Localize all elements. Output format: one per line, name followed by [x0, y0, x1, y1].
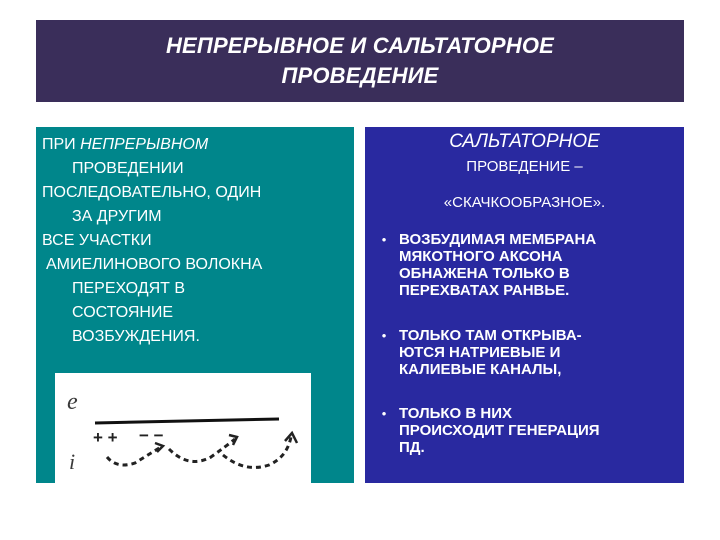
membrane-line: [95, 419, 279, 423]
left-line-7: ПЕРЕХОДЯТ В: [72, 280, 186, 297]
bullet-dot: •: [381, 232, 387, 247]
bullet-item-3: [369, 405, 681, 456]
bullet-1-line-1: ВОЗБУДИМАЯ МЕМБРАНА: [399, 231, 597, 248]
left-line-8: СОСТОЯНИЕ: [72, 304, 174, 321]
left-line-5: ВСЕ УЧАСТКИ: [42, 232, 152, 249]
slide-title: [36, 20, 684, 102]
label-e: e: [67, 389, 78, 415]
plus-charges: + +: [93, 428, 118, 447]
bullet-2-line-3: КАЛИЕВЫЕ КАНАЛЫ,: [399, 361, 562, 378]
left-line-1: [42, 133, 352, 157]
bullet-1-line-4: ПЕРЕХВАТАХ РАНВЬЕ.: [399, 282, 570, 299]
bullet-3-line-1: ТОЛЬКО В НИХ: [399, 405, 512, 422]
bullet-1-line-2: МЯКОТНОГО АКСОНА: [399, 248, 563, 265]
diagram-drawing: [55, 373, 311, 483]
left-line-1-italic: НЕПРЕРЫВНОМ: [80, 136, 209, 153]
bullet-2-line-1: ТОЛЬКО ТАМ ОТКРЫВА-: [399, 327, 582, 344]
bullet-item-1: [369, 231, 681, 299]
bullet-dot: •: [381, 328, 387, 343]
bullet-3-line-3: ПД.: [399, 439, 425, 456]
bullet-3-text: [399, 405, 600, 456]
left-line-1-prefix: ПРИ: [42, 136, 81, 153]
minus-charges: − −: [139, 426, 164, 445]
title-line-1: НЕПРЕРЫВНОЕ И САЛЬТАТОРНОЕ: [165, 33, 555, 58]
bullet-1-line-3: ОБНАЖЕНА ТОЛЬКО В: [399, 265, 570, 282]
bullet-1-text: [399, 231, 596, 299]
bullet-3-line-2: ПРОИСХОДИТ ГЕНЕРАЦИЯ: [399, 422, 600, 439]
saltatory-heading: САЛЬТАТОРНОЕ: [449, 131, 600, 152]
saltatory-jumping-label: «СКАЧКООБРАЗНОЕ».: [443, 194, 606, 211]
left-line-3: ПОСЛЕДОВАТЕЛЬНО, ОДИН: [42, 184, 262, 201]
bullet-2-line-2: ЮТСЯ НАТРИЕВЫЕ И: [399, 344, 561, 361]
bullet-item-2: [369, 327, 681, 378]
title-line-2: ПРОВЕДЕНИЕ: [281, 63, 439, 88]
left-line-9: ВОЗБУЖДЕНИЯ.: [72, 328, 200, 345]
left-line-6: АМИЕЛИНОВОГО ВОЛОКНА: [46, 256, 263, 273]
bullet-dot: •: [381, 406, 387, 421]
left-line-4: ЗА ДРУГИМ: [72, 208, 162, 225]
left-line-2: ПРОВЕДЕНИИ: [72, 160, 184, 177]
saltatory-subheading: ПРОВЕДЕНИЕ –: [466, 158, 583, 175]
continuous-conduction-text: [42, 133, 352, 349]
saltatory-conduction-panel: [365, 127, 684, 483]
bullet-2-text: [399, 327, 582, 378]
continuous-conduction-diagram: [55, 373, 311, 483]
label-i: i: [69, 449, 76, 474]
current-loop-1: [107, 447, 161, 465]
